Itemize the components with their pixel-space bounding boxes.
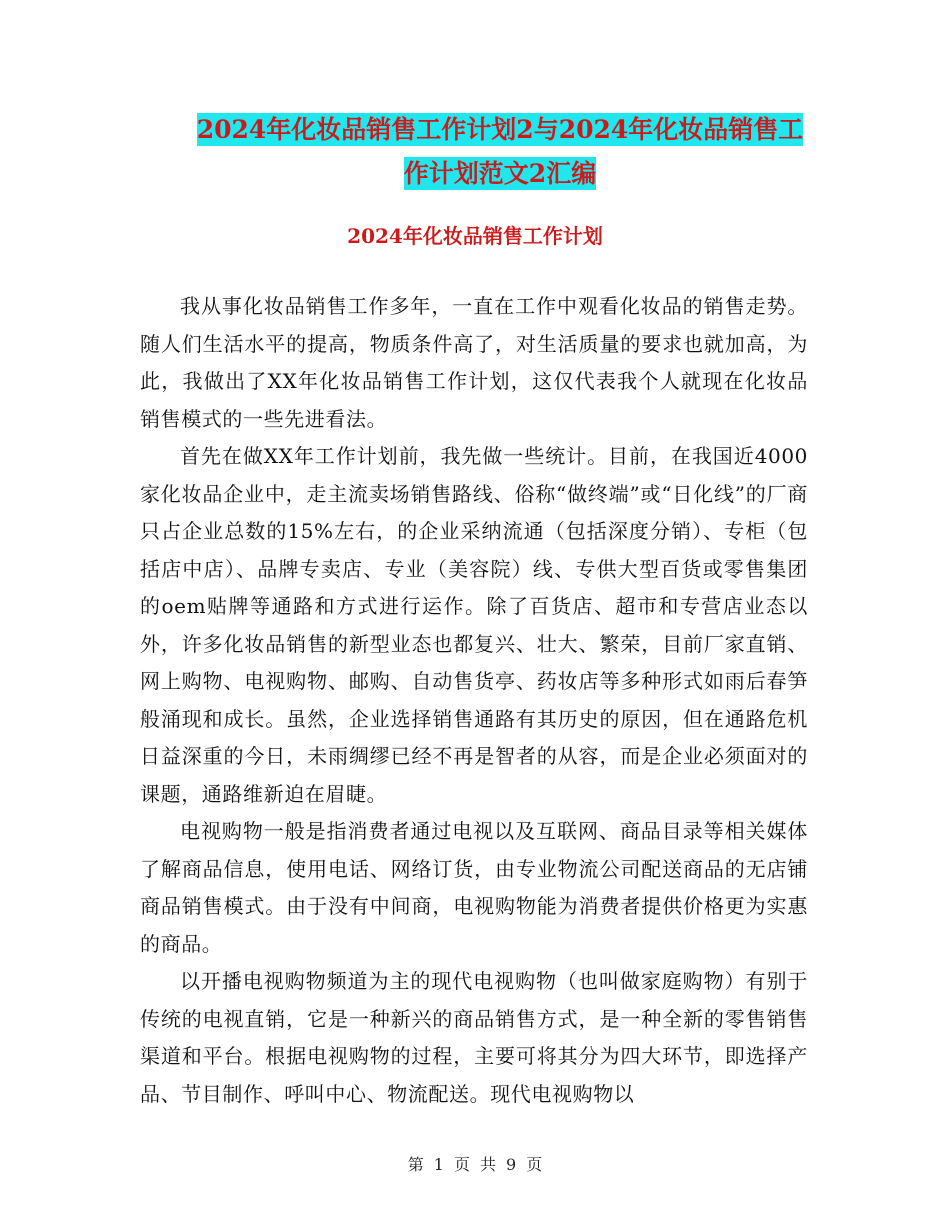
document-title — [130, 108, 870, 196]
footer-current-page: 1 — [433, 1155, 444, 1174]
footer-prefix: 第 — [407, 1155, 424, 1174]
paragraph: 电视购物一般是指消费者通过电视以及互联网、商品目录等相关媒体了解商品信息，使用电话、网络订货，由专业物流公司配送商品的无店铺商品销售模式。由于没有中间商，电视购物能为消费者提供价格更为实惠的商品。 — [140, 819, 808, 956]
footer-suffix: 页 — [526, 1155, 543, 1174]
section-heading: 2024年化妆品销售工作计划 — [347, 224, 603, 248]
body-text — [140, 288, 808, 1113]
footer-page-label: 页 — [453, 1155, 470, 1174]
footer-total-pages: 9 — [506, 1155, 517, 1174]
paragraph: 首先在做XX年工作计划前，我先做一些统计。目前，在我国近4000家化妆品企业中，走主流卖场销售路线、俗称“做终端”或“日化线”的厂商只占企业总数的15%左右，的企业采纳流通（包括深度分销）、专柜（包括店中店）、品牌专卖店、专业（美容院）线、专供大型百货或零售集团的oem贴牌等通路和方式进行运作。除了百货店、超市和专营店业态以外，许多化妆品销售的新型业态也都复兴、壮大、繁荣，目前厂家直销、网上购物、电视购物、邮购、自动售货亭、药妆店等多种形式如雨后春笋般涌现和成长。虽然，企业选择销售通路有其历史的原因，但在通路危机日益深重的今日，未雨绸缪已经不再是智者的从容，而是企业必须面对的课题，通路维新迫在眉睫。 — [140, 444, 808, 806]
page-footer — [0, 1152, 950, 1175]
document-title-line-1: 2024年化妆品销售工作计划2与2024年化妆品销售工 — [196, 115, 804, 144]
paragraph: 我从事化妆品销售工作多年，一直在工作中观看化妆品的销售走势。随人们生活水平的提高，物质条件高了，对生活质量的要求也就加高，为此，我做出了XX年化妆品销售工作计划，这仅代表我个人就现在化妆品销售模式的一些先进看法。 — [140, 294, 808, 431]
footer-total-label: 共 — [480, 1155, 497, 1174]
paragraph: 以开播电视购物频道为主的现代电视购物（也叫做家庭购物）有别于传统的电视直销，它是一种新兴的商品销售方式，是一种全新的零售销售渠道和平台。根据电视购物的过程，主要可将其分为四大环节，即选择产品、节目制作、呼叫中心、物流配送。现代电视购物以 — [140, 969, 808, 1106]
document-title-line-2: 作计划范文2汇编 — [403, 159, 597, 188]
